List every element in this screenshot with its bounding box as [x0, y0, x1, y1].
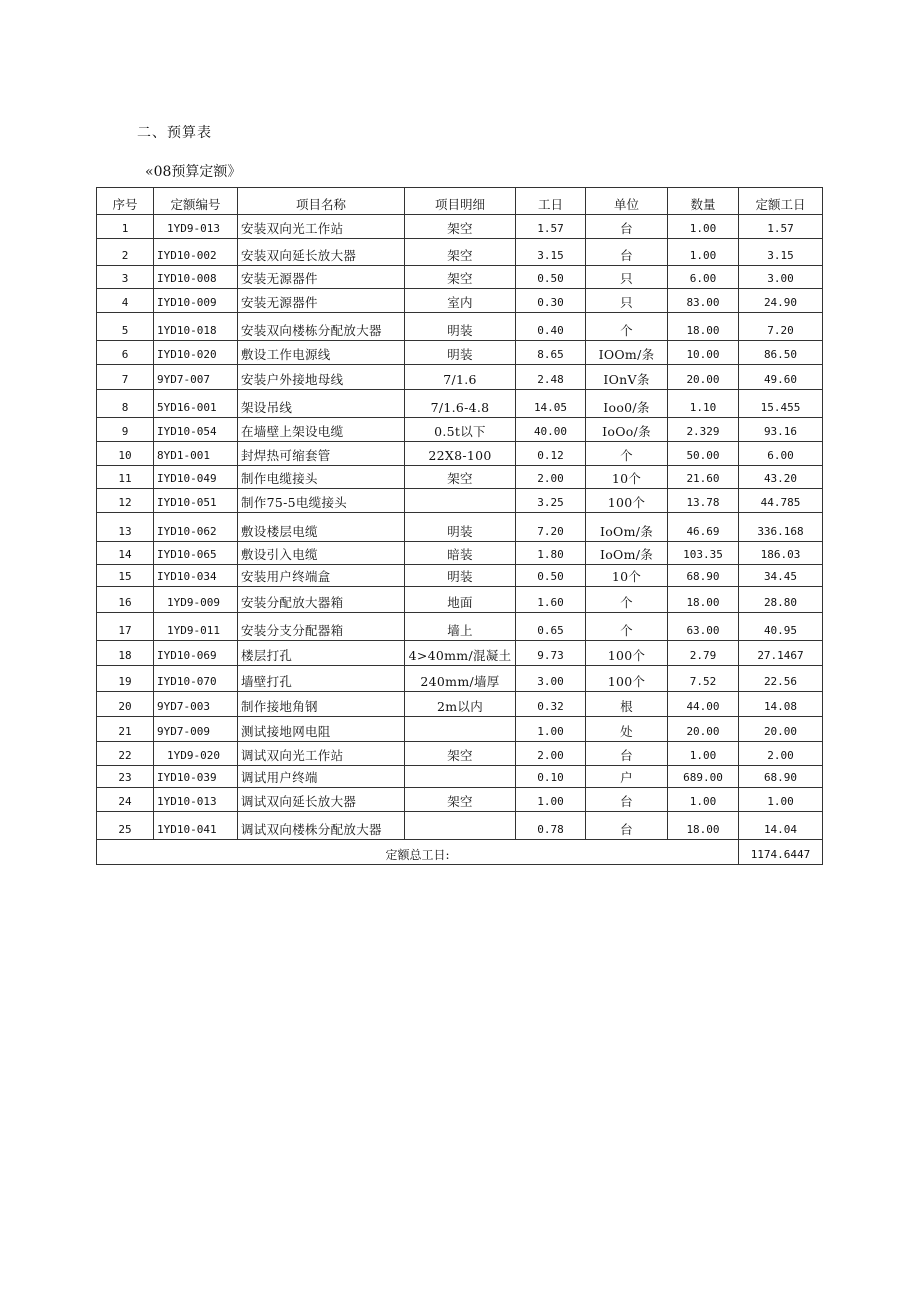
table-row	[97, 289, 823, 313]
cell-detail: 明装	[405, 513, 516, 542]
table-row	[97, 489, 823, 513]
cell-qty: 1.00	[668, 239, 739, 266]
cell-quota: 43.20	[739, 466, 823, 489]
cell-days: 0.65	[516, 613, 586, 641]
cell-qty: 44.00	[668, 692, 739, 717]
cell-code: IYD10-070	[154, 666, 238, 692]
cell-quota: 44.785	[739, 489, 823, 513]
total-label: 定额总工日:	[97, 840, 739, 865]
cell-quota: 336.168	[739, 513, 823, 542]
cell-quota: 28.80	[739, 587, 823, 613]
cell-name: 调试用户终端	[238, 766, 405, 788]
cell-days: 0.50	[516, 266, 586, 289]
cell-quota: 3.15	[739, 239, 823, 266]
cell-detail: 地面	[405, 587, 516, 613]
column-header-detail: 项目明细	[405, 188, 516, 215]
cell-unit: 个	[586, 442, 668, 466]
table-body	[97, 215, 823, 840]
table-row	[97, 613, 823, 641]
cell-qty: 20.00	[668, 717, 739, 742]
column-header-name: 项目名称	[238, 188, 405, 215]
cell-code: 9YD7-009	[154, 717, 238, 742]
cell-name: 安装双向延长放大器	[238, 239, 405, 266]
column-header-code: 定额编号	[154, 188, 238, 215]
table-row	[97, 239, 823, 266]
table-row	[97, 641, 823, 666]
cell-qty: 1.00	[668, 742, 739, 766]
cell-code: 9YD7-003	[154, 692, 238, 717]
cell-quota: 86.50	[739, 341, 823, 365]
cell-quota: 1.57	[739, 215, 823, 239]
table-row	[97, 365, 823, 390]
cell-code: 1YD9-020	[154, 742, 238, 766]
cell-name: 制作75-5电缆接头	[238, 489, 405, 513]
cell-detail: 室内	[405, 289, 516, 313]
cell-unit: 根	[586, 692, 668, 717]
cell-no: 13	[97, 513, 154, 542]
table-row	[97, 442, 823, 466]
cell-quota: 24.90	[739, 289, 823, 313]
cell-days: 0.30	[516, 289, 586, 313]
table-row	[97, 788, 823, 812]
cell-days: 40.00	[516, 418, 586, 442]
table-row	[97, 313, 823, 341]
cell-quota: 93.16	[739, 418, 823, 442]
table-row	[97, 466, 823, 489]
cell-quota: 3.00	[739, 266, 823, 289]
table-row	[97, 812, 823, 840]
cell-unit: 处	[586, 717, 668, 742]
cell-detail: 架空	[405, 788, 516, 812]
cell-code: 1YD10-041	[154, 812, 238, 840]
cell-unit: 台	[586, 812, 668, 840]
cell-detail: 墙上	[405, 613, 516, 641]
cell-days: 1.60	[516, 587, 586, 613]
cell-no: 21	[97, 717, 154, 742]
cell-detail: 暗装	[405, 542, 516, 565]
table-row	[97, 766, 823, 788]
table-row	[97, 418, 823, 442]
cell-no: 1	[97, 215, 154, 239]
cell-detail: 7/1.6	[405, 365, 516, 390]
table-row	[97, 565, 823, 587]
cell-quota: 15.455	[739, 390, 823, 418]
cell-unit: IOOm/条	[586, 341, 668, 365]
table-row	[97, 692, 823, 717]
cell-days: 9.73	[516, 641, 586, 666]
cell-qty: 46.69	[668, 513, 739, 542]
cell-unit: 户	[586, 766, 668, 788]
table-subtitle: «08预算定额》	[145, 164, 242, 180]
cell-days: 0.78	[516, 812, 586, 840]
cell-quota: 27.1467	[739, 641, 823, 666]
cell-name: 敷设引入电缆	[238, 542, 405, 565]
cell-no: 2	[97, 239, 154, 266]
cell-qty: 50.00	[668, 442, 739, 466]
cell-no: 17	[97, 613, 154, 641]
cell-days: 1.00	[516, 788, 586, 812]
cell-quota: 22.56	[739, 666, 823, 692]
cell-name: 楼层打孔	[238, 641, 405, 666]
cell-name: 调试双向楼株分配放大器	[238, 812, 405, 840]
cell-name: 调试双向光工作站	[238, 742, 405, 766]
cell-days: 3.15	[516, 239, 586, 266]
cell-qty: 6.00	[668, 266, 739, 289]
cell-qty: 1.00	[668, 788, 739, 812]
cell-no: 24	[97, 788, 154, 812]
cell-days: 2.00	[516, 742, 586, 766]
cell-name: 架设吊线	[238, 390, 405, 418]
cell-code: 8YD1-001	[154, 442, 238, 466]
cell-qty: 10.00	[668, 341, 739, 365]
cell-code: 1YD10-013	[154, 788, 238, 812]
cell-quota: 186.03	[739, 542, 823, 565]
table-row	[97, 666, 823, 692]
cell-detail: 架空	[405, 742, 516, 766]
total-value: 1174.6447	[739, 840, 823, 865]
cell-unit: 100个	[586, 666, 668, 692]
cell-quota: 40.95	[739, 613, 823, 641]
column-header-qty: 数量	[668, 188, 739, 215]
column-header-no: 序号	[97, 188, 154, 215]
cell-code: IYD10-049	[154, 466, 238, 489]
table-row	[97, 341, 823, 365]
cell-name: 安装分支分配器箱	[238, 613, 405, 641]
cell-unit: 台	[586, 788, 668, 812]
cell-detail: 明装	[405, 341, 516, 365]
cell-unit: 10个	[586, 565, 668, 587]
cell-unit: 台	[586, 742, 668, 766]
cell-detail: 0.5t以下	[405, 418, 516, 442]
cell-days: 1.57	[516, 215, 586, 239]
cell-no: 25	[97, 812, 154, 840]
cell-quota: 14.04	[739, 812, 823, 840]
cell-name: 安装无源器件	[238, 266, 405, 289]
cell-days: 3.00	[516, 666, 586, 692]
cell-no: 15	[97, 565, 154, 587]
cell-unit: IoOm/条	[586, 542, 668, 565]
cell-days: 0.12	[516, 442, 586, 466]
table-row	[97, 542, 823, 565]
cell-code: IYD10-008	[154, 266, 238, 289]
cell-detail: 4>40mm/混凝土	[405, 641, 516, 666]
cell-code: 1YD9-009	[154, 587, 238, 613]
cell-no: 22	[97, 742, 154, 766]
cell-name: 在墙壁上架设电缆	[238, 418, 405, 442]
cell-name: 测试接地网电阻	[238, 717, 405, 742]
cell-detail	[405, 489, 516, 513]
cell-name: 制作电缆接头	[238, 466, 405, 489]
cell-no: 5	[97, 313, 154, 341]
table-row	[97, 390, 823, 418]
cell-name: 敷设楼层电缆	[238, 513, 405, 542]
cell-qty: 13.78	[668, 489, 739, 513]
cell-unit: 台	[586, 239, 668, 266]
cell-unit: 10个	[586, 466, 668, 489]
cell-code: IYD10-065	[154, 542, 238, 565]
budget-table	[96, 187, 823, 865]
cell-days: 14.05	[516, 390, 586, 418]
cell-qty: 83.00	[668, 289, 739, 313]
cell-days: 0.40	[516, 313, 586, 341]
cell-unit: IoOo/条	[586, 418, 668, 442]
cell-code: 1YD9-011	[154, 613, 238, 641]
cell-code: IYD10-020	[154, 341, 238, 365]
cell-unit: Ioo0/条	[586, 390, 668, 418]
cell-name: 安装双向光工作站	[238, 215, 405, 239]
cell-unit: 只	[586, 266, 668, 289]
cell-no: 19	[97, 666, 154, 692]
total-row	[97, 840, 823, 865]
table-row	[97, 717, 823, 742]
cell-unit: 个	[586, 613, 668, 641]
cell-qty: 20.00	[668, 365, 739, 390]
cell-days: 8.65	[516, 341, 586, 365]
cell-detail: 架空	[405, 466, 516, 489]
cell-no: 6	[97, 341, 154, 365]
cell-name: 封焊热可缩套管	[238, 442, 405, 466]
cell-code: IYD10-054	[154, 418, 238, 442]
cell-no: 9	[97, 418, 154, 442]
cell-name: 安装分配放大器箱	[238, 587, 405, 613]
cell-unit: 只	[586, 289, 668, 313]
cell-days: 1.80	[516, 542, 586, 565]
cell-unit: 个	[586, 313, 668, 341]
cell-qty: 2.329	[668, 418, 739, 442]
column-header-days: 工日	[516, 188, 586, 215]
table-row	[97, 587, 823, 613]
cell-code: 5YD16-001	[154, 390, 238, 418]
cell-days: 0.50	[516, 565, 586, 587]
cell-days: 0.32	[516, 692, 586, 717]
cell-quota: 1.00	[739, 788, 823, 812]
cell-name: 安装无源器件	[238, 289, 405, 313]
cell-qty: 689.00	[668, 766, 739, 788]
cell-detail	[405, 812, 516, 840]
cell-no: 16	[97, 587, 154, 613]
cell-no: 20	[97, 692, 154, 717]
cell-unit: 台	[586, 215, 668, 239]
cell-days: 0.10	[516, 766, 586, 788]
cell-unit: 100个	[586, 489, 668, 513]
table-row	[97, 742, 823, 766]
cell-code: IYD10-062	[154, 513, 238, 542]
cell-quota: 34.45	[739, 565, 823, 587]
cell-detail: 2m以内	[405, 692, 516, 717]
column-header-unit: 单位	[586, 188, 668, 215]
cell-detail: 明装	[405, 565, 516, 587]
cell-days: 2.48	[516, 365, 586, 390]
cell-no: 4	[97, 289, 154, 313]
cell-name: 墙壁打孔	[238, 666, 405, 692]
cell-code: 1YD9-013	[154, 215, 238, 239]
cell-no: 7	[97, 365, 154, 390]
cell-detail: 架空	[405, 215, 516, 239]
cell-qty: 18.00	[668, 587, 739, 613]
cell-detail: 明装	[405, 313, 516, 341]
cell-code: 9YD7-007	[154, 365, 238, 390]
table-header-row	[97, 188, 823, 215]
cell-days: 3.25	[516, 489, 586, 513]
cell-no: 18	[97, 641, 154, 666]
cell-quota: 20.00	[739, 717, 823, 742]
section-heading: 二、预算表	[137, 125, 212, 141]
cell-name: 安装户外接地母线	[238, 365, 405, 390]
cell-no: 14	[97, 542, 154, 565]
cell-qty: 1.10	[668, 390, 739, 418]
table-row	[97, 215, 823, 239]
cell-quota: 49.60	[739, 365, 823, 390]
cell-qty: 7.52	[668, 666, 739, 692]
cell-code: IYD10-051	[154, 489, 238, 513]
cell-no: 23	[97, 766, 154, 788]
cell-days: 7.20	[516, 513, 586, 542]
cell-qty: 18.00	[668, 812, 739, 840]
cell-qty: 1.00	[668, 215, 739, 239]
cell-detail	[405, 766, 516, 788]
cell-quota: 14.08	[739, 692, 823, 717]
cell-code: IYD10-069	[154, 641, 238, 666]
table-row	[97, 513, 823, 542]
cell-detail: 7/1.6-4.8	[405, 390, 516, 418]
cell-detail: 22X8-100	[405, 442, 516, 466]
cell-code: IYD10-039	[154, 766, 238, 788]
cell-qty: 63.00	[668, 613, 739, 641]
cell-name: 安装用户终端盒	[238, 565, 405, 587]
cell-unit: 个	[586, 587, 668, 613]
cell-qty: 21.60	[668, 466, 739, 489]
cell-name: 制作接地角钢	[238, 692, 405, 717]
table-row	[97, 266, 823, 289]
cell-name: 敷设工作电源线	[238, 341, 405, 365]
cell-no: 3	[97, 266, 154, 289]
cell-detail: 架空	[405, 239, 516, 266]
column-header-quota: 定额工日	[739, 188, 823, 215]
cell-no: 12	[97, 489, 154, 513]
cell-code: IYD10-009	[154, 289, 238, 313]
cell-quota: 6.00	[739, 442, 823, 466]
cell-unit: 100个	[586, 641, 668, 666]
cell-days: 2.00	[516, 466, 586, 489]
cell-name: 安装双向楼栋分配放大器	[238, 313, 405, 341]
cell-code: 1YD10-018	[154, 313, 238, 341]
cell-days: 1.00	[516, 717, 586, 742]
cell-unit: IoOm/条	[586, 513, 668, 542]
cell-code: IYD10-034	[154, 565, 238, 587]
cell-no: 8	[97, 390, 154, 418]
cell-unit: IOnV条	[586, 365, 668, 390]
cell-detail: 240mm/墙厚	[405, 666, 516, 692]
cell-qty: 18.00	[668, 313, 739, 341]
cell-qty: 2.79	[668, 641, 739, 666]
cell-no: 10	[97, 442, 154, 466]
cell-no: 11	[97, 466, 154, 489]
cell-quota: 7.20	[739, 313, 823, 341]
cell-detail: 架空	[405, 266, 516, 289]
cell-quota: 2.00	[739, 742, 823, 766]
cell-detail	[405, 717, 516, 742]
cell-qty: 103.35	[668, 542, 739, 565]
cell-quota: 68.90	[739, 766, 823, 788]
cell-name: 调试双向延长放大器	[238, 788, 405, 812]
cell-qty: 68.90	[668, 565, 739, 587]
cell-code: IYD10-002	[154, 239, 238, 266]
